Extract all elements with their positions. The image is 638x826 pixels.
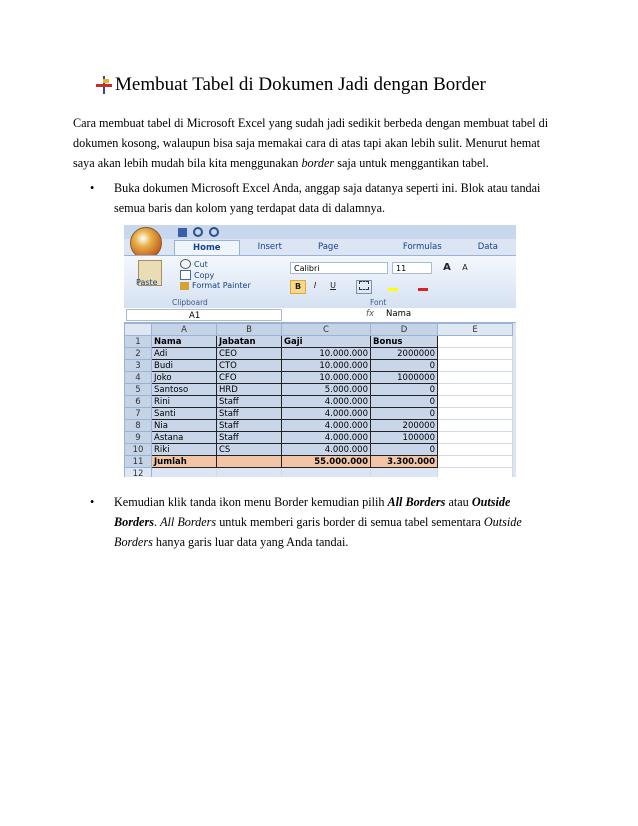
formula-input[interactable]: Nama	[386, 309, 412, 319]
bullet-dot: •	[90, 181, 95, 195]
cell-e3[interactable]	[438, 360, 513, 372]
cell-b11[interactable]	[217, 456, 282, 468]
cell-e12[interactable]	[438, 468, 513, 478]
tab-page-layout[interactable]: Page	[317, 242, 339, 252]
font-group-label: Font	[370, 298, 387, 307]
bullet1-line-2: semua baris dan kolom yang terdapat data di dalamnya.	[114, 201, 386, 215]
table-row	[125, 372, 513, 384]
bullet1-line-1: Buka dokumen Microsoft Excel Anda, anggap saja datanya seperti ini. Blok atau tandai	[114, 181, 541, 195]
intro-paragraph	[73, 113, 573, 173]
cell-a10[interactable]: Riki	[152, 444, 217, 456]
cell-d2[interactable]: 2000000	[371, 348, 438, 360]
heading	[96, 74, 486, 96]
cell-a5[interactable]: Santoso	[152, 384, 217, 396]
cell-a1[interactable]: Nama	[152, 336, 217, 348]
bullet-flag-icon	[96, 76, 112, 94]
cell-b4[interactable]: CFO	[217, 372, 282, 384]
underline-button[interactable]: U	[330, 281, 336, 290]
cell-e6[interactable]	[438, 396, 513, 408]
undo-icon[interactable]	[193, 227, 203, 237]
save-icon[interactable]	[178, 228, 187, 237]
cell-c12[interactable]	[282, 468, 371, 478]
intro-line-2: dokumen kosong, walaupun bisa saja memakai cara di atas tapi akan lebih sulit. Menurut hemat	[73, 136, 541, 150]
column-header-e[interactable]: E	[438, 324, 513, 336]
table-row	[125, 420, 513, 432]
cell-a8[interactable]: Nia	[152, 420, 217, 432]
name-box[interactable]: A1	[126, 309, 282, 321]
spreadsheet-grid	[124, 323, 513, 477]
cell-a12[interactable]	[152, 468, 217, 478]
column-header-c[interactable]: C	[282, 324, 371, 336]
grow-font-button[interactable]: A	[443, 262, 451, 273]
ribbon	[124, 255, 516, 309]
cell-c11[interactable]: 55.000.000	[282, 456, 371, 468]
cell-d9[interactable]: 100000	[371, 432, 438, 444]
cell-d6[interactable]: 0	[371, 396, 438, 408]
row-header[interactable]: 5	[125, 384, 152, 396]
cell-d4[interactable]: 1000000	[371, 372, 438, 384]
cell-e9[interactable]	[438, 432, 513, 444]
borders-button[interactable]	[356, 280, 372, 294]
cell-d10[interactable]: 0	[371, 444, 438, 456]
cell-c6[interactable]: 4.000.000	[282, 396, 371, 408]
cell-d3[interactable]: 0	[371, 360, 438, 372]
cell-b6[interactable]: Staff	[217, 396, 282, 408]
row-header[interactable]: 4	[125, 372, 152, 384]
cell-b1[interactable]: Jabatan	[217, 336, 282, 348]
intro-line-3: saya akan lebih mudah bila kita menggunakan border saja untuk menggantikan tabel.	[73, 156, 489, 170]
cell-b10[interactable]: CS	[217, 444, 282, 456]
redo-icon[interactable]	[209, 227, 219, 237]
cell-a11[interactable]: Jumlah	[152, 456, 217, 468]
cell-d1[interactable]: Bonus	[371, 336, 438, 348]
table-row	[125, 444, 513, 456]
cell-e11[interactable]	[438, 456, 513, 468]
border-icon	[359, 281, 369, 290]
cell-d7[interactable]: 0	[371, 408, 438, 420]
cell-d8[interactable]: 200000	[371, 420, 438, 432]
row-header[interactable]: 8	[125, 420, 152, 432]
cell-e7[interactable]	[438, 408, 513, 420]
column-header-a[interactable]: A	[152, 324, 217, 336]
row-header[interactable]: 11	[125, 456, 152, 468]
cell-b3[interactable]: CTO	[217, 360, 282, 372]
intro-line-1: Cara membuat tabel di Microsoft Excel yang sudah jadi sedikit berbeda dengan membuat tabel di	[73, 116, 549, 130]
tab-data[interactable]: Data	[477, 242, 498, 252]
row-header[interactable]: 2	[125, 348, 152, 360]
cut-button[interactable]: Cut	[180, 259, 208, 269]
font-color-button[interactable]	[416, 280, 430, 292]
fill-color-button[interactable]	[386, 280, 400, 292]
paste-button[interactable]: Paste	[136, 278, 158, 287]
cell-b5[interactable]: HRD	[217, 384, 282, 396]
tab-home[interactable]: Home	[174, 240, 240, 255]
bullet2-line-2: Borders. All Borders untuk memberi garis border di semua tabel sementara Outside	[114, 515, 522, 529]
brush-icon	[180, 282, 189, 290]
cell-b2[interactable]: CEO	[217, 348, 282, 360]
cell-b7[interactable]: Staff	[217, 408, 282, 420]
bold-button[interactable]: B	[290, 280, 306, 294]
table-row	[125, 396, 513, 408]
cell-b8[interactable]: Staff	[217, 420, 282, 432]
table-row	[125, 336, 513, 348]
cell-b12[interactable]	[217, 468, 282, 478]
cell-c10[interactable]: 4.000.000	[282, 444, 371, 456]
table-row	[125, 456, 513, 468]
row-header[interactable]: 9	[125, 432, 152, 444]
font-color-icon	[418, 288, 428, 291]
copy-icon	[180, 270, 191, 280]
table-row	[125, 348, 513, 360]
table-row	[125, 384, 513, 396]
cell-e10[interactable]	[438, 444, 513, 456]
copy-button[interactable]: Copy	[180, 270, 214, 280]
table-row	[125, 468, 513, 478]
cell-c1[interactable]: Gaji	[282, 336, 371, 348]
tab-formulas[interactable]: Formulas	[402, 242, 442, 252]
row-header[interactable]: 3	[125, 360, 152, 372]
fx-icon[interactable]: fx	[366, 309, 375, 319]
row-header[interactable]: 6	[125, 396, 152, 408]
row-header[interactable]: 12	[125, 468, 152, 478]
table-row	[125, 408, 513, 420]
cell-c9[interactable]: 4.000.000	[282, 432, 371, 444]
column-header-b[interactable]: B	[217, 324, 282, 336]
cell-e2[interactable]	[438, 348, 513, 360]
select-all-corner[interactable]	[125, 324, 152, 336]
cell-a3[interactable]: Budi	[152, 360, 217, 372]
row-header[interactable]: 7	[125, 408, 152, 420]
heading-text: Membuat Tabel di Dokumen Jadi dengan Border	[115, 74, 486, 95]
cell-c2[interactable]: 10.000.000	[282, 348, 371, 360]
cell-e8[interactable]	[438, 420, 513, 432]
cell-a9[interactable]: Astana	[152, 432, 217, 444]
tab-insert[interactable]: Insert	[257, 242, 282, 252]
shrink-font-button[interactable]: A	[462, 263, 468, 272]
cell-a7[interactable]: Santi	[152, 408, 217, 420]
row-header[interactable]: 10	[125, 444, 152, 456]
clipboard-group-label: Clipboard	[172, 298, 208, 307]
cell-e5[interactable]	[438, 384, 513, 396]
cell-e1[interactable]	[438, 336, 513, 348]
formula-bar	[124, 308, 516, 323]
cell-e4[interactable]	[438, 372, 513, 384]
cell-a2[interactable]: Adi	[152, 348, 217, 360]
row-header[interactable]: 1	[125, 336, 152, 348]
quick-access-toolbar	[178, 227, 219, 237]
cell-c8[interactable]: 4.000.000	[282, 420, 371, 432]
ribbon-tabs	[174, 240, 516, 254]
format-painter-button[interactable]: Format Painter	[180, 281, 251, 290]
cell-c7[interactable]: 4.000.000	[282, 408, 371, 420]
cell-d11[interactable]: 3.300.000	[371, 456, 438, 468]
table-row	[125, 360, 513, 372]
column-header-d[interactable]: D	[371, 324, 438, 336]
italic-button[interactable]: I	[313, 281, 317, 290]
font-name-select[interactable]: Calibri	[290, 262, 388, 274]
cell-c5[interactable]: 5.000.000	[282, 384, 371, 396]
cell-c3[interactable]: 10.000.000	[282, 360, 371, 372]
excel-screenshot	[124, 225, 516, 477]
scissors-icon	[180, 259, 191, 269]
cell-a6[interactable]: Rini	[152, 396, 217, 408]
cell-b9[interactable]: Staff	[217, 432, 282, 444]
cell-d5[interactable]: 0	[371, 384, 438, 396]
bullet2-line-1: Kemudian klik tanda ikon menu Border kemudian pilih All Borders atau Outside	[114, 495, 511, 509]
cell-d12[interactable]	[371, 468, 438, 478]
table-row	[125, 432, 513, 444]
bullet2-line-3: Borders hanya garis luar data yang Anda tandai.	[114, 535, 349, 549]
font-size-select[interactable]: 11	[392, 262, 432, 274]
cell-a4[interactable]: Joko	[152, 372, 217, 384]
fill-color-icon	[388, 288, 398, 291]
bullet-dot: •	[90, 495, 95, 509]
cell-c4[interactable]: 10.000.000	[282, 372, 371, 384]
